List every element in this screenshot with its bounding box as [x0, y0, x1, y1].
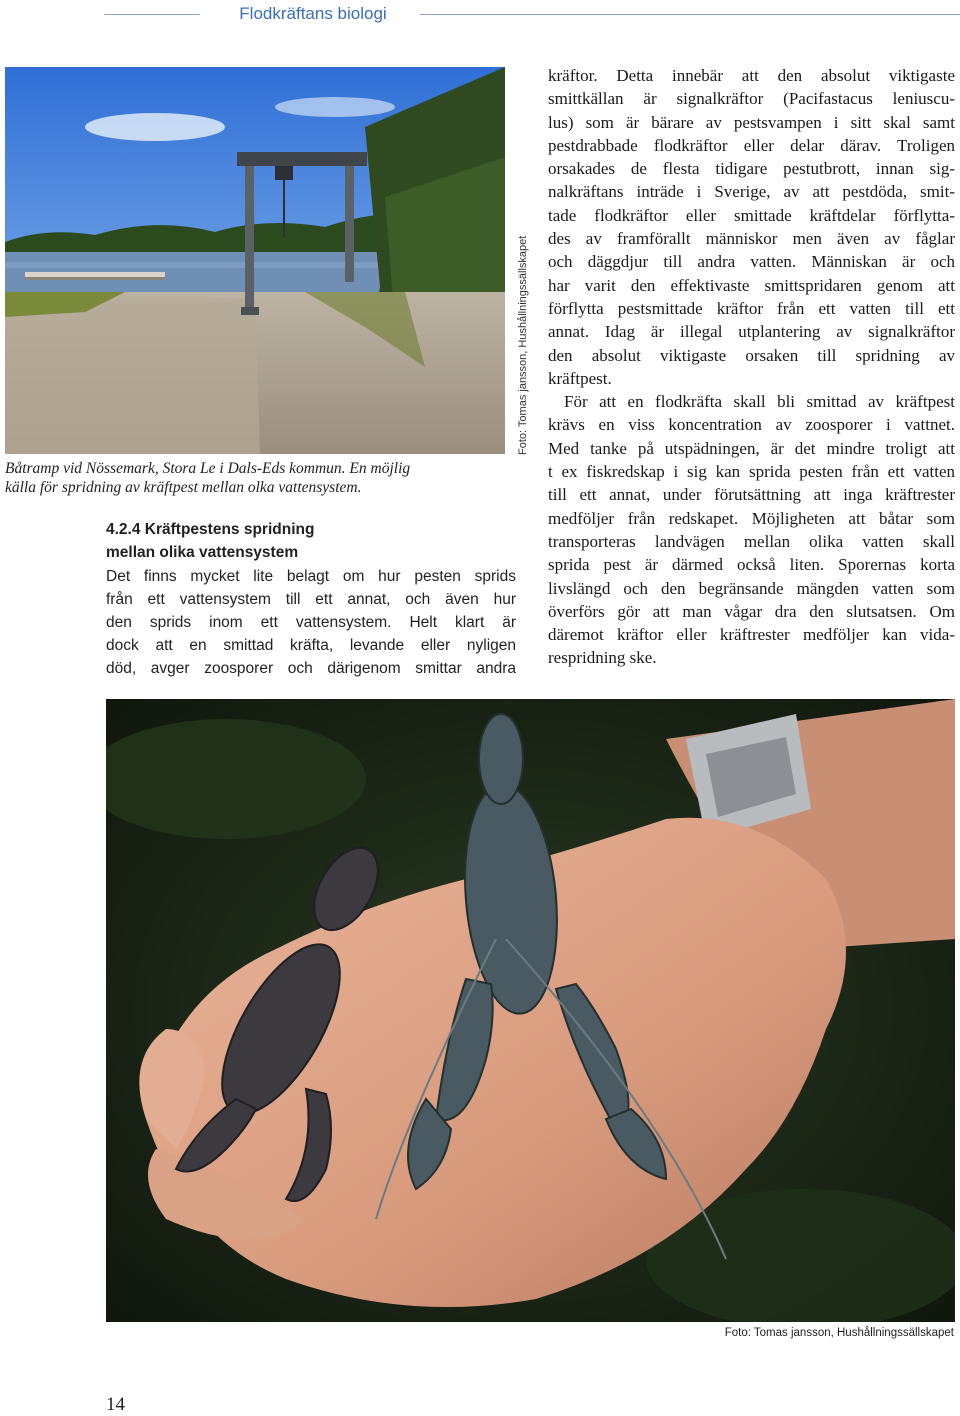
header-rule-left — [104, 14, 200, 15]
text-line: den sprids inom ett vattensystem. Helt klart är — [106, 614, 516, 631]
text-line: har varit den effektivaste smittspridaren genom att — [548, 275, 955, 295]
text-line: annat. Idag är illegal utplantering av signalkräftor — [548, 322, 955, 342]
text-line: tade flodkräftor eller smittade kräftdelar förflytta- — [548, 205, 955, 225]
text-line: från ett vattensystem till ett annat, och även hur — [106, 591, 516, 608]
text-line: krävs en viss koncentration av zoosporer i vattnet. — [548, 415, 955, 435]
caption-line: källa för spridning av kräftpest mellan olka vattensystem. — [5, 479, 362, 496]
text-line: t ex fiskredskap i sig kan sprida pesten från ett vatten — [548, 462, 955, 482]
text-line: kräftor. Detta innebär att den absolut viktigaste — [548, 66, 955, 85]
left-column-text — [106, 565, 516, 680]
text-line: pestdrabbade flodkräftor eller delar därav. Troligen — [548, 135, 955, 155]
text-line: Det finns mycket lite belagt om hur pesten sprids — [106, 568, 516, 585]
text-line: respridning ske. — [548, 648, 657, 668]
text-line: lus) som är bärare av pestsvampen i sitt skal samt — [548, 112, 955, 132]
text-line: transporteras landvägen mellan olika vatten skall — [548, 531, 955, 551]
text-line: förflytta pestsmittade kräftor från ett vatten till ett — [548, 298, 955, 318]
text-line: sprida pest är därmed också liten. Sporernas korta — [548, 555, 955, 575]
text-line: För att en flodkräfta skall bli smittad av kräftpest — [564, 392, 955, 412]
text-line: den absolut viktigaste orsaken till spridning av — [548, 345, 955, 365]
text-line: Med tanke på utspädningen, är det mindre troligt att — [548, 438, 955, 458]
photo-caption — [5, 459, 505, 497]
heading-line: 4.2.4 Kräftpestens spridning — [106, 521, 315, 538]
header-rule-right — [420, 14, 960, 15]
page-number: 14 — [106, 1394, 125, 1415]
text-line: nalkräftans inträde i Sverige, av att pestdöda, smit- — [548, 182, 955, 202]
text-line: livslängd och den begränsande mängden vatten som — [548, 578, 955, 598]
photo-credit-bottom: Foto: Tomas jansson, Hushållningssällskapet — [724, 1327, 954, 1339]
photo-credit-top: Foto: Tomas jansson, Hushållningssällskapet — [517, 235, 529, 455]
text-line: des av framförallt människor men även av fåglar — [548, 229, 955, 249]
caption-line: Båtramp vid Nössemark, Stora Le i Dals-Eds kommun. En möjlig — [5, 460, 411, 477]
right-column-text — [548, 64, 955, 670]
text-line: smittkällan är signalkräftor (Pacifastacus leniuscu- — [548, 89, 955, 109]
text-line: överförs gör att man vågar dra den slutsatsen. Om — [548, 601, 955, 621]
text-line: dock att en smittad kräfta, levande eller nyligen — [106, 637, 516, 654]
text-line: och däggdjur till andra vatten. Människan är och — [548, 252, 955, 272]
text-line: däremot kräftor eller kräftrester medföljer kan vida- — [548, 625, 955, 645]
text-line: medföljer från redskapet. Möjligheten att båtar som — [548, 508, 955, 528]
text-line: kräftpest. — [548, 368, 612, 388]
boat-ramp-photo — [5, 67, 505, 454]
text-line: död, avger zoosporer och därigenom smittar andra — [106, 660, 516, 677]
crayfish-in-hand-photo — [106, 699, 955, 1322]
heading-line: mellan olika vattensystem — [106, 544, 299, 561]
section-heading — [106, 518, 516, 564]
running-title: Flodkräftans biologi — [239, 4, 387, 23]
text-line: orsakades de flesta tidigare pestutbrott, innan sig- — [548, 159, 955, 179]
text-line: till ett annat, under förutsättning att inga kräftrester — [548, 485, 955, 505]
